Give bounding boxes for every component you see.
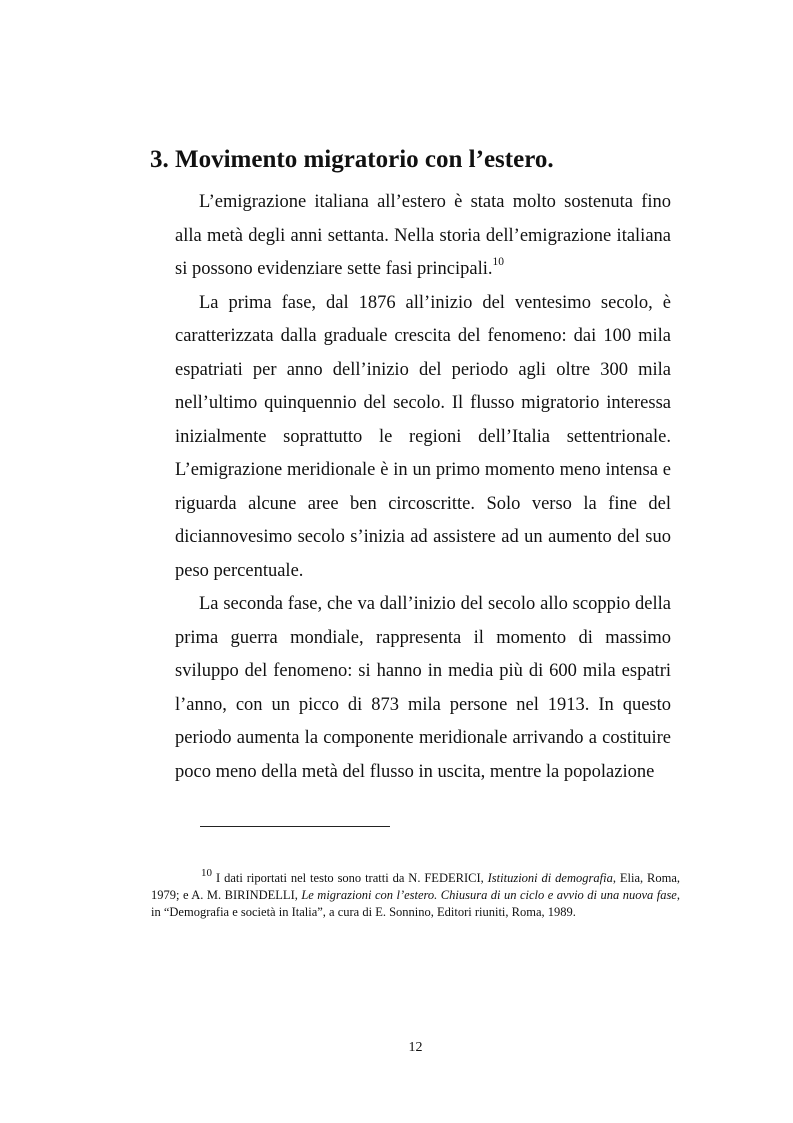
paragraph-1 [175, 186, 671, 287]
section-heading: 3. Movimento migratorio con l’estero. [150, 146, 554, 173]
footnote-title-2: Le migrazioni con l’estero. Chiusura di un ciclo e avvio di una nuova fase [301, 888, 677, 902]
footnote-text-3: , in “Demografia e società in Italia”, a cura di E. Sonnino, Editori riuniti, Roma, 1989. [151, 888, 680, 919]
footnote-title-1: Istituzioni di demografia [487, 871, 613, 885]
footnote-text-1: I dati riportati nel testo sono tratti da N. FEDERICI, [216, 871, 488, 885]
page-number: 12 [408, 1040, 423, 1055]
footnote-text-2: , Elia, Roma, 1979; e A. M. BIRINDELLI, [151, 871, 680, 902]
paragraph-3: La seconda fase, che va dall’inizio del secolo allo scoppio della prima guerra mondiale, rappresenta il momento di massimo sviluppo del fenomeno: si hanno in media più di 600 mila espatri l’anno, con un picco di 873 mila persone nel 1913. In questo periodo aumenta la componente meridionale arrivando a costituire poco meno della metà del flusso in uscita, mentre la popolazione [175, 594, 671, 782]
footnote-divider [200, 826, 390, 827]
paragraph-2: La prima fase, dal 1876 all’inizio del ventesimo secolo, è caratterizzata dalla graduale crescita del fenomeno: dai 100 mila espatriati per anno dell’inizio del periodo agli oltre 300 mila nell’ultimo quinquennio del secolo. Il flusso migratorio interessa inizialmente soprattutto le regioni dell’Italia settentrionale. L’emigrazione meridionale è in un primo momento meno intensa e riguarda alcune aree ben circoscritte. Solo verso la fine del diciannovesimo secolo s’inizia ad assistere ad un aumento del suo peso percentuale. [175, 292, 671, 581]
paragraph-1-text: L’emigrazione italiana all’estero è stata molto sostenuta fino alla metà degli anni settanta. Nella storia dell’emigrazione italiana si possono evidenziare sette fasi principali. [175, 192, 671, 279]
footnote-number: 10 [201, 867, 212, 879]
body-text [175, 186, 671, 789]
footnote-reference[interactable]: 10 [492, 256, 504, 268]
footnote [151, 867, 680, 921]
